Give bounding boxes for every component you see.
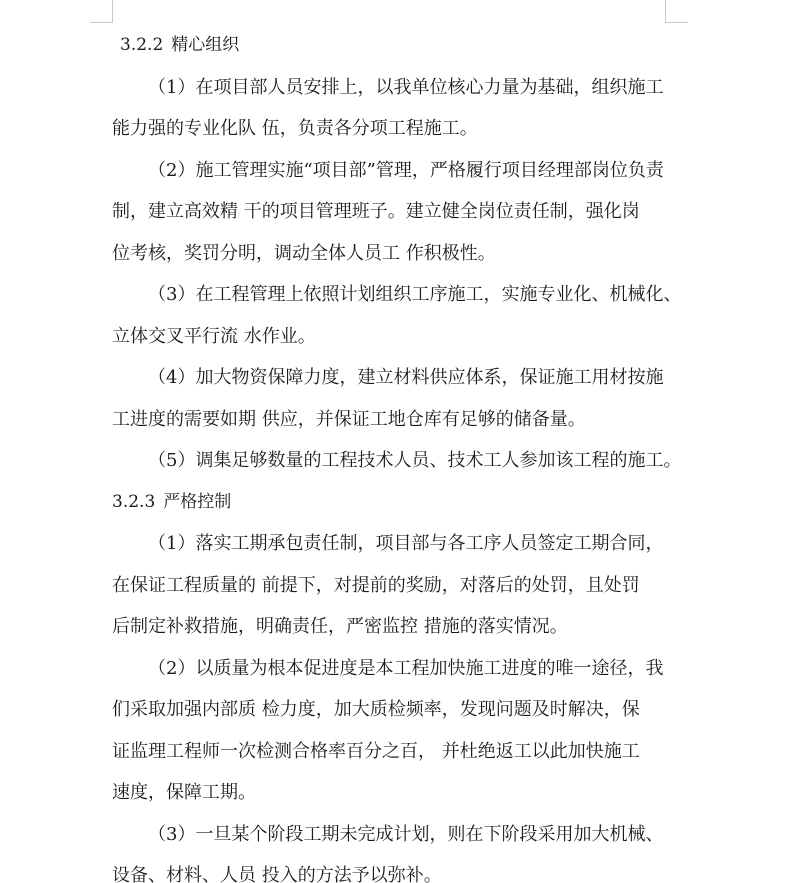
heading-title: 精心组织 — [171, 35, 240, 55]
paragraph-line: （3）在工程管理上依照计划组织工序施工，实施专业化、机械化、 — [148, 284, 682, 305]
paragraph-line: 位考核，奖罚分明，调动全体人员工 作积极性。 — [112, 242, 496, 264]
paragraph-line: 制，建立高效精 干的项目管理班子。建立健全岗位责任制，强化岗 — [112, 201, 640, 222]
heading-title: 严格控制 — [163, 491, 232, 512]
section-heading-3-2-3 — [112, 482, 672, 524]
section-heading-3-2-2 — [112, 25, 672, 67]
paragraph-line: （2）施工管理实施“项目部”管理，严格履行项目经理部岗位负责 — [148, 159, 664, 181]
paragraph-line: 证监理工程师一次检测合格率百分之百， 并杜绝返工以此加快施工 — [112, 740, 640, 762]
crop-mark-top-left — [90, 0, 113, 23]
paragraph-line: （3）一旦某个阶段工期未完成计划，则在下阶段采用加大机械、 — [148, 823, 664, 845]
paragraph-line: 工进度的需要如期 供应，并保证工地仓库有足够的储备量。 — [112, 408, 586, 430]
paragraph-line: （5）调集足够数量的工程技术人员、技术工人参加该工程的施工。 — [148, 450, 682, 471]
paragraph-line: （1）在项目部人员安排上，以我单位核心力量为基础，组织施工 — [148, 76, 664, 98]
paragraph-line: 后制定补救措施，明确责任，严密监控 措施的落实情况。 — [112, 616, 568, 637]
paragraph-line: 在保证工程质量的 前提下，对提前的奖励，对落后的处罚，且处罚 — [112, 574, 640, 596]
heading-number: 3.2.2 — [120, 35, 164, 55]
paragraph-line: 能力强的专业化队 伍，负责各分项工程施工。 — [112, 118, 478, 139]
crop-mark-top-right — [665, 0, 688, 23]
paragraph-line: 们采取加强内部质 检力度，加大质检频率，发现问题及时解决，保 — [112, 699, 640, 720]
heading-number: 3.2.3 — [112, 491, 156, 512]
paragraph-line: 设备、材料、人员 投入的方法予以弥补。 — [112, 865, 442, 883]
document-body — [112, 25, 682, 883]
paragraph-line: 速度，保障工期。 — [112, 782, 256, 803]
paragraph-line: 立体交叉平行流 水作业。 — [112, 325, 316, 347]
paragraph-line: （2）以质量为根本促进度是本工程加快施工进度的唯一途径，我 — [148, 657, 664, 679]
paragraph-line: （4）加大物资保障力度，建立材料供应体系，保证施工用材按施 — [148, 367, 664, 388]
paragraph-line: （1）落实工期承包责任制，项目部与各工序人员签定工期合同， — [148, 533, 664, 554]
